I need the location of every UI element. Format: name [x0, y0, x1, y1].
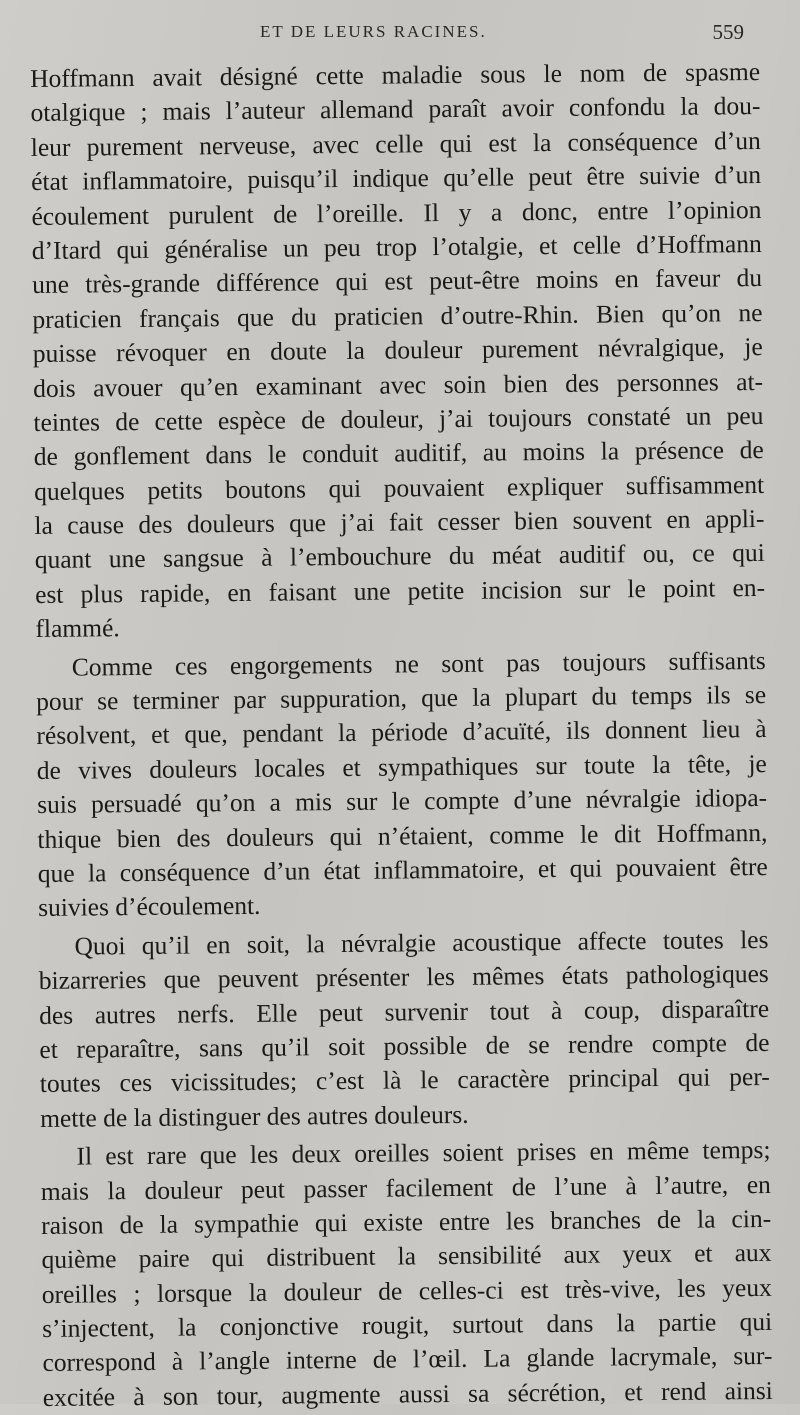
- text-line: dois avouer qu’en examinant avec soin bien des personnes at-: [32, 366, 764, 403]
- text-line: teintes de cette espèce de douleur, j’ai toujours constaté un peu: [33, 400, 764, 437]
- page-header: [0, 20, 800, 50]
- text-line: et reparaître, sans qu’il soit possible de se rendre compte de: [39, 1027, 770, 1064]
- text-line: suivies d’écoulement.: [37, 891, 261, 923]
- text-line: Comme ces engorgements ne sont pas toujours suffisants: [71, 645, 766, 682]
- text-line: thique bien des douleurs qui n’étaient, comme le dit Hoffmann,: [37, 817, 768, 854]
- text-line: mette de la distinguer des autres douleurs.: [39, 1099, 469, 1133]
- text-line: oreilles ; lorsque la douleur de celles-ci est très-vive, les yeux: [41, 1272, 772, 1309]
- text-line: leur purement nerveuse, avec celle qui est la conséquence d’un: [30, 125, 761, 162]
- text-line: quelques petits boutons qui pouvaient expliquer suffisamment: [33, 469, 765, 506]
- paragraph-3: [38, 923, 770, 1136]
- text-line: Hoffmann avait désigné cette maladie sous le nom de spasme: [30, 56, 761, 93]
- text-line: otalgique ; mais l’auteur allemand paraît avoir confondu la dou-: [30, 91, 761, 128]
- running-title: ET DE LEURS RACINES.: [260, 22, 487, 41]
- text-line: quième paire qui distribuent la sensibilité aux yeux et aux: [41, 1238, 772, 1275]
- text-line: la cause des douleurs que j’ai fait cesser bien souvent en appli-: [34, 504, 765, 541]
- text-line: état inflammatoire, puisqu’il indique qu’elle peut être suivie d’un: [31, 160, 762, 197]
- text-line: résolvent, et que, pendant la période d’acuïté, ils donnent lieu à: [36, 714, 767, 751]
- text-line: s’injectent, la conjonctive rougit, surtout dans la partie qui: [42, 1306, 773, 1344]
- text-line: quant une sangsue à l’embouchure du méat auditif ou, ce qui: [34, 538, 765, 575]
- page-number: 559: [712, 20, 744, 44]
- text-line: écoulement purulent de l’oreille. Il y a donc, entre l’opinion: [31, 194, 762, 231]
- text-line: raison de la sympathie qui existe entre les branches de la cin-: [41, 1203, 772, 1240]
- text-line: est plus rapide, en faisant une petite incision sur le point en-: [34, 572, 766, 609]
- text-line: de gonflement dans le conduit auditif, au moins la présence de: [33, 435, 764, 472]
- text-line: toutes ces vicissitudes; c’est là le caractère principal qui per-: [39, 1062, 770, 1099]
- text-line: de vives douleurs locales et sympathiques sur toute la tête, je: [36, 748, 767, 785]
- text-line: mais la douleur peut passer facilement de l’une à l’autre, en: [40, 1169, 771, 1206]
- text-line: bizarreries que peuvent présenter les mêmes états pathologiques: [38, 959, 769, 996]
- text-line: Il est rare que les deux oreilles soient prises en même temps;: [76, 1135, 771, 1171]
- text-line: suis persuadé qu’on a mis sur le compte d’une névralgie idiopa-: [36, 783, 768, 820]
- body-text: [30, 55, 773, 1415]
- text-line: puisse révoquer en doute la douleur purement névralgique, je: [32, 332, 763, 369]
- paragraph-4: [40, 1133, 773, 1415]
- text-line: flammé.: [35, 613, 120, 644]
- text-line: pour se terminer par suppuration, que la plupart du temps ils se: [35, 679, 767, 717]
- paragraph-2: [36, 644, 769, 926]
- text-line: Quoi qu’il en soit, la névralgie acoustique affecte toutes les: [74, 924, 769, 961]
- text-line: d’Itard qui généralise un peu trop l’otalgie, et celle d’Hoffmann: [31, 228, 762, 265]
- text-line: des autres nerfs. Elle peut survenir tout à coup, disparaître: [39, 993, 770, 1030]
- text-line: une très-grande différence qui est peut-être moins en faveur du: [31, 263, 763, 300]
- text-line: que la conséquence d’un état inflammatoire, et qui pouvaient être: [37, 851, 768, 888]
- text-line: correspond à l’angle interne de l’œil. La glande lacrymale, sur-: [42, 1341, 773, 1378]
- paragraph-1: [30, 55, 766, 647]
- text-line: excitée à son tour, augmente aussi sa sécrétion, et rend ainsi: [42, 1375, 773, 1412]
- text-line: praticien français que du praticien d’outre-Rhin. Bien qu’on ne: [32, 297, 763, 334]
